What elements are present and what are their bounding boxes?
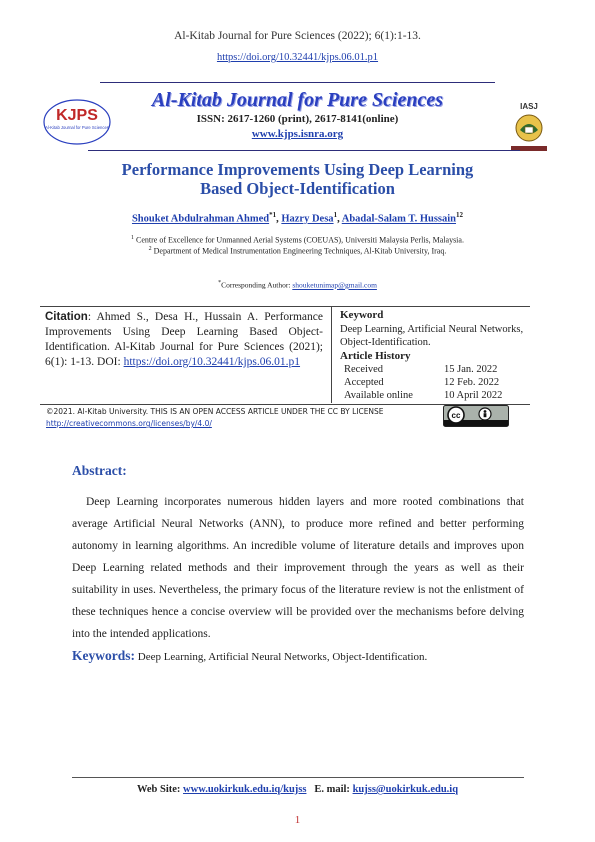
history-date: 12 Feb. 2022 bbox=[444, 377, 500, 388]
affiliation-1-sup: 1 bbox=[131, 235, 135, 241]
journal-title: Al-Kitab Journal for Pure Sciences bbox=[151, 89, 444, 111]
footer-website-link[interactable]: www.uokirkuk.edu.iq/kujss bbox=[183, 784, 307, 795]
history-row-received bbox=[344, 364, 534, 375]
citation-label: Citation bbox=[45, 311, 88, 323]
article-history-heading: Article History bbox=[340, 350, 411, 362]
author-1[interactable]: Shouket Abdulrahman Ahmed bbox=[131, 213, 270, 225]
keyword-text: Deep Learning, Artificial Neural Networks, Object-Identification. bbox=[340, 324, 524, 348]
header-rule-top bbox=[100, 82, 495, 83]
abstract-heading: Abstract: bbox=[72, 463, 127, 478]
author-3[interactable]: Abadal-Salam T. Hussain bbox=[341, 213, 457, 225]
paper-title bbox=[60, 160, 535, 198]
history-label: Accepted bbox=[344, 377, 384, 388]
affiliation-2 bbox=[0, 246, 595, 256]
keywords-line bbox=[72, 648, 427, 664]
license-text: ©2021. Al-Kitab University. THIS IS AN OPEN ACCESS ARTICLE UNDER THE CC BY LICENSE bbox=[46, 407, 384, 416]
iasj-logo bbox=[505, 100, 553, 160]
affiliation-2-sup: 2 bbox=[148, 246, 152, 252]
keywords-label: Keywords: bbox=[72, 648, 135, 663]
history-label: Available online bbox=[344, 390, 413, 401]
keywords-text: Deep Learning, Artificial Neural Networks, Object-Identification. bbox=[137, 651, 428, 663]
issn: ISSN: 2617-1260 (print), 2617-8141(online) bbox=[196, 113, 399, 125]
doi-link-top[interactable] bbox=[0, 52, 595, 63]
author-2-sup: 1 bbox=[333, 211, 338, 219]
history-label: Received bbox=[344, 364, 384, 375]
cc-badge-text: cc bbox=[451, 411, 461, 420]
corresponding-label: Corresponding Author: bbox=[221, 280, 291, 290]
doi-link-text[interactable]: https://doi.org/10.32441/kjps.06.01.p1 bbox=[216, 52, 379, 63]
footer-email-link[interactable]: kujss@uokirkuk.edu.iq bbox=[352, 784, 459, 795]
citation-text: : Ahmed S., Desa H., Hussain A. Performance Improvements Using Deep Learning Based Object-Identification. Al-Kitab Journal for Pure Sciences (2021); 6(1): 1-13. DOI: bbox=[45, 311, 323, 368]
history-date: 10 April 2022 bbox=[444, 390, 503, 401]
paper-title-line2: Based Object-Identification bbox=[200, 179, 395, 198]
keyword-heading: Keyword bbox=[340, 309, 384, 321]
history-row-accepted bbox=[344, 377, 534, 388]
journal-website-link[interactable]: www.kjps.isnra.org bbox=[251, 128, 344, 140]
kjps-logo-text: KJPS bbox=[56, 107, 98, 124]
footer-rule bbox=[72, 777, 524, 778]
iasj-logo-text: IASJ bbox=[520, 102, 538, 111]
running-citation: Al-Kitab Journal for Pure Sciences (2022); 6(1):1-13. bbox=[174, 30, 421, 42]
info-box-divider bbox=[331, 306, 332, 403]
cc-by-badge[interactable] bbox=[443, 405, 509, 427]
paper-title-line1: Performance Improvements Using Deep Learning bbox=[121, 160, 474, 179]
license-url[interactable]: http://creativecommons.org/licenses/by/4.0/ bbox=[46, 419, 212, 428]
author-list: Shouket Abdulrahman Ahmed$^{*1}$, Hazry Desa$^1$, Abadal-Salam T. Hussain$^{12}$ bbox=[131, 211, 464, 225]
footer-website-label: Web Site: bbox=[136, 784, 181, 795]
affiliation-2-text: Department of Medical Instrumentation Engineering Techniques, Al-Kitab University, Iraq. bbox=[153, 246, 447, 256]
author-2[interactable]: Hazry Desa bbox=[281, 213, 334, 225]
history-row-available bbox=[344, 390, 534, 401]
corresponding-email[interactable]: shouketunimap@gmail.com bbox=[292, 280, 377, 290]
affiliation-1-text: Centre of Excellence for Unmanned Aerial Systems (COEUAS), Universiti Malaysia Perlis, Malaysia. bbox=[136, 235, 464, 245]
citation-block bbox=[45, 310, 323, 370]
affiliation-1 bbox=[0, 235, 595, 245]
author-3-sup: 12 bbox=[456, 211, 464, 219]
corresponding-author: *Corresponding Author: shouketunimap@gmail.com bbox=[218, 280, 377, 290]
page-number: 1 bbox=[294, 814, 301, 826]
footer bbox=[0, 784, 595, 795]
license-block bbox=[46, 406, 446, 430]
kjps-logo-subtitle: Al-Kitab Journal for Pure Sciences bbox=[45, 125, 109, 130]
footer-email-label: E. mail: bbox=[314, 784, 350, 795]
abstract-body: Deep Learning incorporates numerous hidden layers and more rooted combinations that average Artificial Neural Networks (ANN), to produce more refined and better performing autonomy in learning algorithms. An incredible volume of literature details and improves upon Deep Learning related methods and their improvement through the years as well as their suitability in uses. Nevertheless, the primary focus of the literature review is not the enlistment of these techniques hence a concise overview will be provided over the mechanisms before delving into the intended applications. bbox=[72, 496, 524, 640]
header-rule-bottom bbox=[88, 150, 520, 151]
citation-doi-link[interactable]: https://doi.org/10.32441/kjps.06.01.p1 bbox=[123, 356, 301, 368]
history-date: 15 Jan. 2022 bbox=[444, 364, 498, 375]
author-1-sup: *1 bbox=[269, 211, 277, 219]
